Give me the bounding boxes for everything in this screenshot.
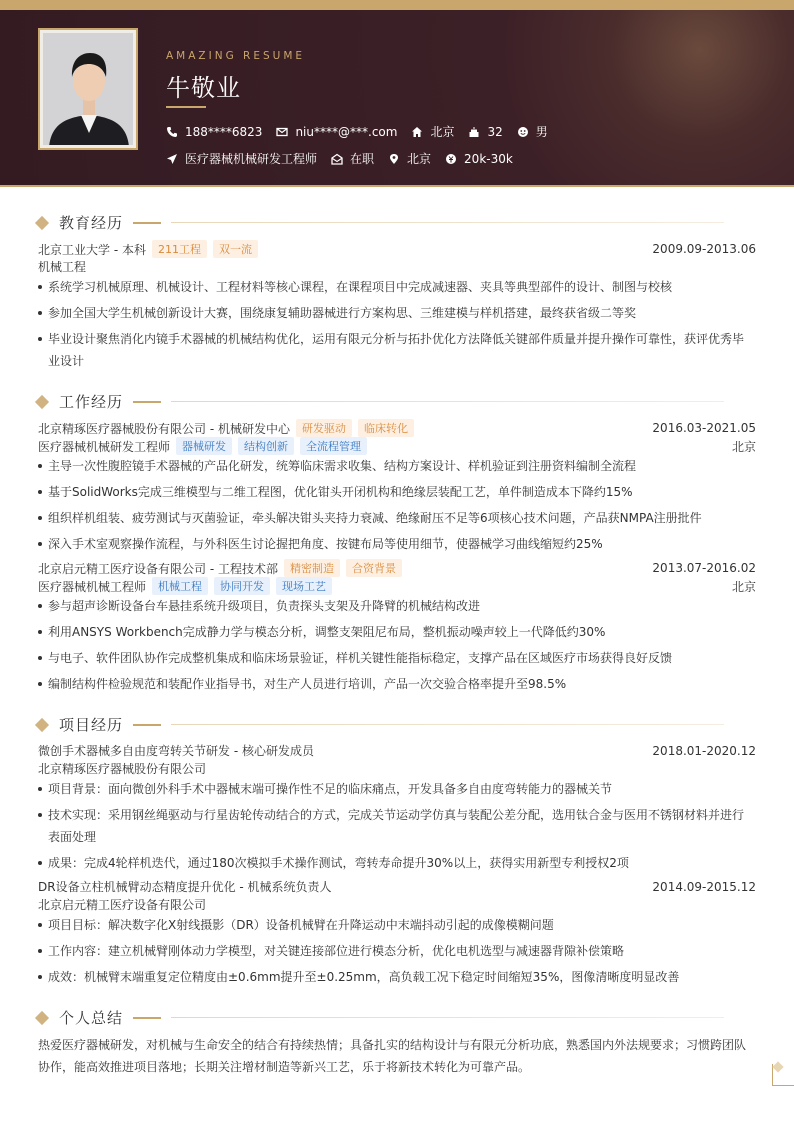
gender-text: 男 (535, 125, 548, 139)
diamond-icon (35, 717, 49, 731)
profile-photo-frame (38, 28, 138, 150)
school-tag: 双一流 (213, 240, 258, 258)
salary-item (445, 152, 513, 166)
target-position-item (166, 150, 317, 167)
education-header-row (38, 240, 756, 258)
skill-tag: 器械研发 (176, 437, 232, 455)
work-bullet: 主导一次性腹腔镜手术器械的产品化研发，统筹临床需求收集、结构方案设计、样机验证到注册资料编制全流程 (38, 455, 750, 477)
work-bullet: 参与超声诊断设备台车悬挂系统升级项目，负责探头支架及升降臂的机械结构改进 (38, 595, 750, 617)
name-underline (166, 106, 206, 108)
section-title-text: 教育经历 (59, 214, 124, 232)
send-icon (166, 153, 178, 165)
section-education-title (34, 212, 724, 233)
work-date: 2013.07-2016.02 (652, 561, 756, 575)
email-text: niu****@***.com (295, 124, 398, 139)
email-item (276, 125, 397, 139)
profile-photo (43, 33, 133, 145)
project-bullet: 成果：完成4轮样机迭代，通过180次模拟手术操作测试，弯转寿命提升30%以上，获得实用新型专利授权2项 (38, 852, 750, 874)
skill-tag: 全流程管理 (300, 437, 367, 455)
mail-icon (276, 126, 288, 138)
project-bullet: 项目目标：解决数字化X射线摄影（DR）设备机械臂在升降运动中末端抖动引起的成像模糊问题 (38, 914, 750, 936)
diamond-icon (35, 1010, 49, 1024)
gender-icon (517, 126, 529, 138)
project-date: 2018.01-2020.12 (652, 743, 756, 758)
work-company-row (38, 419, 756, 437)
education-major: 机械工程 (38, 260, 87, 274)
work-city: 北京 (731, 439, 756, 454)
age-item (468, 125, 502, 139)
project-header-row (38, 742, 756, 759)
hometown-text: 北京 (430, 125, 455, 139)
work-city: 北京 (731, 579, 756, 594)
company-tag: 精密制造 (284, 559, 340, 577)
title-accent-line (133, 724, 161, 726)
title-rule (171, 724, 724, 725)
project-name: 微创手术器械多自由度弯转关节研发 - 核心研发成员 (38, 744, 314, 758)
work-bullet: 编制结构件检验规范和装配作业指导书，对生产人员进行培训，产品一次交验合格率提升至98.5% (38, 673, 750, 695)
education-major-row (38, 258, 756, 275)
cake-icon (468, 126, 480, 138)
salary-text: 20k-30k (464, 151, 513, 166)
status-item (331, 150, 374, 167)
status-text: 在职 (350, 152, 375, 166)
status-icon (331, 153, 343, 165)
title-rule (171, 401, 724, 402)
company-name: 北京启元精工医疗设备有限公司 - 工程技术部 (38, 561, 278, 576)
project-date: 2014.09-2015.12 (652, 879, 756, 894)
education-bullet: 系统学习机械原理、机械设计、工程材料等核心课程，在课程项目中完成减速器、夹具等典型部件的设计、制图与校核 (38, 276, 750, 298)
diamond-icon (35, 394, 49, 408)
project-org-row (38, 760, 756, 777)
job-title: 医疗器械机械工程师 (38, 579, 147, 594)
section-title-text: 工作经历 (59, 393, 124, 411)
age-text: 32 (487, 124, 503, 139)
top-accent-bar (0, 0, 794, 10)
project-bullet: 工作内容：建立机械臂刚体动力学模型，对关键连接部位进行模态分析，优化电机选型与减速器背隙补偿策略 (38, 940, 750, 962)
home-item (411, 123, 454, 140)
header-divider (0, 185, 794, 187)
work-title-row (38, 437, 756, 455)
target-city-item (388, 150, 431, 167)
section-summary-title (34, 1007, 724, 1028)
resume-header (0, 10, 794, 185)
project-bullet: 技术实现：采用钢丝绳驱动与行星齿轮传动结合的方式，完成关节运动学仿真与装配公差分配，选用钛合金与医用不锈钢材料并进行表面处理 (38, 804, 750, 848)
company-tag: 研发驱动 (296, 419, 352, 437)
company-tag: 合资背景 (346, 559, 402, 577)
section-projects-title (34, 714, 724, 735)
section-title-text: 项目经历 (59, 716, 124, 734)
work-bullet: 基于SolidWorks完成三维模型与二维工程图，优化钳头开闭机构和绝缘层装配工艺，单件制造成本下降约15% (38, 481, 750, 503)
summary-text: 热爱医疗器械研发，对机械与生命安全的结合有持续热情；具备扎实的结构设计与有限元分析功底，熟悉国内外法规要求；习惯跨团队协作，能高效推进项目落地；长期关注增材制造等新兴工艺，乐于将新技术转化为可靠产品。 (38, 1038, 747, 1074)
education-bullet: 毕业设计聚焦消化内镜手术器械的机械结构优化，运用有限元分析与拓扑优化方法降低关键部件质量并提升操作可靠性，获评优秀毕业设计 (38, 328, 750, 372)
phone-text: 188****6823 (185, 124, 263, 139)
section-work-title (34, 391, 724, 412)
gender-item (517, 123, 548, 140)
education-date: 2009.09-2013.06 (652, 242, 756, 256)
header-tagline: AMAZING RESUME (166, 50, 306, 62)
salary-icon (445, 153, 457, 165)
project-org: 北京启元精工医疗设备有限公司 (38, 898, 207, 912)
diamond-icon (35, 215, 49, 229)
location-icon (388, 153, 400, 165)
title-accent-line (133, 222, 161, 224)
skill-tag: 机械工程 (152, 577, 208, 595)
work-title-row (38, 577, 756, 595)
phone-icon (166, 126, 178, 138)
job-title: 医疗器械机械研发工程师 (38, 439, 171, 454)
work-bullet: 与电子、软件团队协作完成整机集成和临床场景验证，样机关键性能指标稳定，支撑产品在区域医疗市场获得良好反馈 (38, 647, 750, 669)
school-name: 北京工业大学 - 本科 (38, 242, 146, 257)
project-bullet: 项目背景：面向微创外科手术中器械末端可操作性不足的临床痛点，开发具备多自由度弯转能力的器械关节 (38, 778, 750, 800)
work-bullet: 利用ANSYS Workbench完成静力学与模态分析，调整支架阻尼布局，整机振动噪声较上一代降低约30% (38, 621, 750, 643)
project-org-row (38, 896, 756, 913)
contact-row (166, 123, 562, 140)
title-accent-line (133, 1017, 161, 1019)
project-bullet: 成效：机械臂末端重复定位精度由±0.6mm提升至±0.25mm，高负载工况下稳定时间缩短35%，图像清晰度明显改善 (38, 966, 750, 988)
phone-item (166, 125, 262, 139)
target-city-text: 北京 (407, 152, 432, 166)
skill-tag: 结构创新 (238, 437, 294, 455)
skill-tag: 协同开发 (214, 577, 270, 595)
project-header-row (38, 878, 756, 895)
school-tag: 211工程 (152, 240, 207, 258)
work-bullet: 组织样机组装、疲劳测试与灭菌验证，牵头解决钳头夹持力衰减、绝缘耐压不足等6项核心技术问题，产品获NMPA注册批件 (38, 507, 750, 529)
title-rule (171, 222, 724, 223)
candidate-name: 牛敬业 (166, 74, 241, 102)
work-date: 2016.03-2021.05 (652, 421, 756, 435)
skill-tag: 现场工艺 (276, 577, 332, 595)
project-org: 北京精琢医疗器械股份有限公司 (38, 762, 207, 776)
home-icon (411, 126, 423, 138)
job-intent-row (166, 150, 527, 167)
target-position-text: 医疗器械机械研发工程师 (185, 152, 318, 166)
education-bullet: 参加全国大学生机械创新设计大赛，围绕康复辅助器械进行方案构思、三维建模与样机搭建，最终获省级二等奖 (38, 302, 750, 324)
work-company-row (38, 559, 756, 577)
section-title-text: 个人总结 (59, 1009, 124, 1027)
title-rule (171, 1017, 724, 1018)
project-name: DR设备立柱机械臂动态精度提升优化 - 机械系统负责人 (38, 880, 332, 894)
title-accent-line (133, 401, 161, 403)
work-bullet: 深入手术室观察操作流程，与外科医生讨论握把角度、按键布局等使用细节，使器械学习曲线缩短约25% (38, 533, 750, 555)
company-name: 北京精琢医疗器械股份有限公司 - 机械研发中心 (38, 421, 290, 436)
company-tag: 临床转化 (358, 419, 414, 437)
person-avatar-icon (43, 33, 133, 145)
